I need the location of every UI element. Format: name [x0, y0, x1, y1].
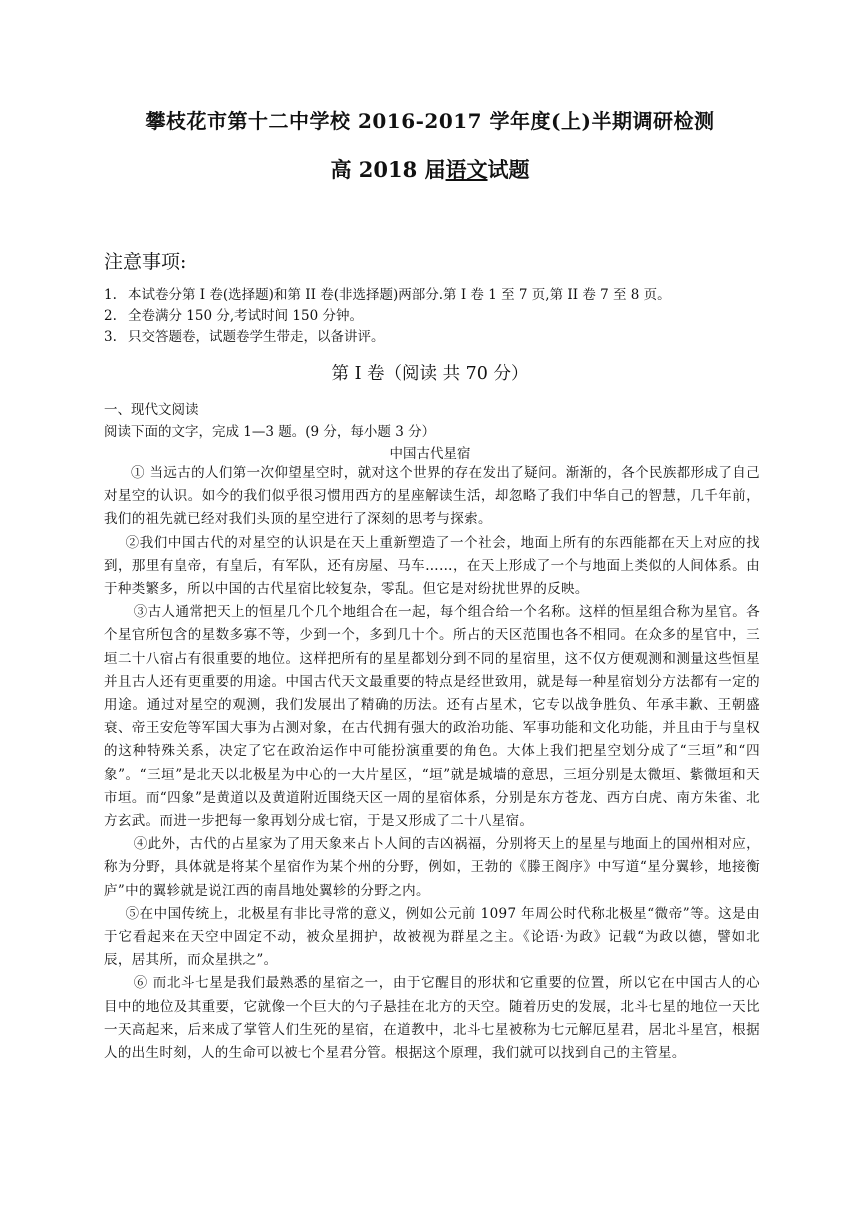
volume-heading: 第 I 卷（阅读 共 70 分） — [331, 364, 529, 384]
article-paragraph: ③古人通常把天上的恒星几个几个地组合在一起，每个组合给一个名称。这样的恒星组合称为星官。各个星官所包含的星数多寡不等，少到一个，多到几十个。所占的天区范围也各不相同。在众多的星官中，三垣二十八宿占有很重要的地位。这样把所有的星星都划分到不同的星宿里，这不仅方便观测和测量这些恒星并且古人还有更重要的用途。中国古代天文最重要的特点是经世致用，就是每一种星宿划分方法都有一定的用途。通过对星空的观测，我们发展出了精确的历法。还有占星术，它专以战争胜负、年承丰歉、王朝盛衰、帝王安危等军国大事为占测对象，在古代拥有强大的政治功能、军事功能和文化功能，并且由于与皇权的这种特殊关系，决定了它在政治运作中可能扮演重要的角色。大体上我们把星空划分成了“三垣”和“四象”。“三垣”是北天以北极星为中心的一大片星区，“垣”就是城墙的意思，三垣分别是太微垣、紫微垣和天市垣。而“四象”是黄道以及黄道附近围绕天区一周的星宿体系，分别是东方苍龙、西方白虎、南方朱雀、北方玄武。而进一步把每一象再划分成七宿，于是又形成了二十八星宿。 — [104, 604, 760, 830]
article-paragraph: ②我们中国古代的对星空的认识是在天上重新塑造了一个社会，地面上所有的东西能都在天上对应的找到，那里有皇帝，有皇后，有军队，还有房屋、马车……，在天上形成了一个与地面上类似的人间体系。由于种类繁多，所以中国的古代星宿比较复杂，零乱。但它是对纷扰世界的反映。 — [104, 534, 760, 598]
notice-item-text: 全卷满分 150 分,考试时间 150 分钟。 — [128, 308, 363, 324]
subtitle-subject: 语文 — [445, 157, 488, 182]
notice-item-text: 只交答题卷，试题卷学生带走，以备讲评。 — [128, 329, 385, 345]
subtitle-suffix: 试题 — [487, 157, 530, 182]
notice-item — [104, 285, 804, 306]
notice-item — [104, 327, 804, 348]
exam-subtitle — [0, 154, 860, 184]
notice-item — [104, 306, 804, 327]
notice-heading: 注意事项: — [104, 251, 187, 273]
exam-title: 攀枝花市第十二中学校 2016-2017 学年度(上)半期调研检测 — [145, 109, 715, 133]
notice-list — [104, 285, 804, 348]
notice-item-number: 3. — [104, 329, 117, 345]
notice-item-number: 2. — [104, 308, 117, 324]
notice-item-number: 1. — [104, 287, 117, 303]
article-paragraph: ⑤在中国传统上，北极星有非比寻常的意义，例如公元前 1097 年周公时代称北极星“微帝”等。这是由于它看起来在天空中固定不动，被众星拥护，故被视为群星之主。《论语·为政》记载“为政以德，譬如北辰，居其所，而众星拱之”。 — [104, 905, 760, 969]
notice-item-text: 本试卷分第 I 卷(选择题)和第 II 卷(非选择题)两部分.第 I 卷 1 至 7 页,第 II 卷 7 至 8 页。 — [128, 287, 671, 303]
part-heading: 一、现代文阅读 — [104, 402, 199, 418]
article-paragraph: ④此外，古代的占星家为了用天象来占卜人间的吉凶祸福，分别将天上的星星与地面上的国州相对应，称为分野，具体就是将某个星宿作为某个州的分野，例如，王勃的《滕王阁序》中写道“星分翼轸，地接衡庐”中的翼轸就是说江西的南昌地处翼轸的分野之内。 — [104, 836, 760, 899]
article-body — [104, 462, 760, 1065]
article-paragraph: ① 当远古的人们第一次仰望星空时，就对这个世界的存在发出了疑问。渐渐的，各个民族都形成了自己对星空的认识。如今的我们似乎很习惯用西方的星座解读生活，却忽略了我们中华自己的智慧，几千年前，我们的祖先就已经对我们头顶的星空进行了深刻的思考与探索。 — [104, 465, 760, 528]
article-title: 中国古代星宿 — [389, 446, 471, 462]
reading-instruction: 阅读下面的文字，完成 1—3 题。(9 分，每小题 3 分） — [104, 424, 436, 440]
subtitle-prefix: 高 2018 届 — [330, 157, 446, 182]
article-paragraph: ⑥ 而北斗七星是我们最熟悉的星宿之一，由于它醒目的形状和它重要的位置，所以它在中国古人的心目中的地位及其重要，它就像一个巨大的勺子悬挂在北方的天空。随着历史的发展，北斗七星的地位一天比一天高起来，后来成了掌管人们生死的星宿，在道教中，北斗七星被称为七元解厄星君，居北斗星宫，根据人的出生时刻，人的生命可以被七个星君分管。根据这个原理，我们就可以找到自己的主管星。 — [104, 975, 760, 1062]
